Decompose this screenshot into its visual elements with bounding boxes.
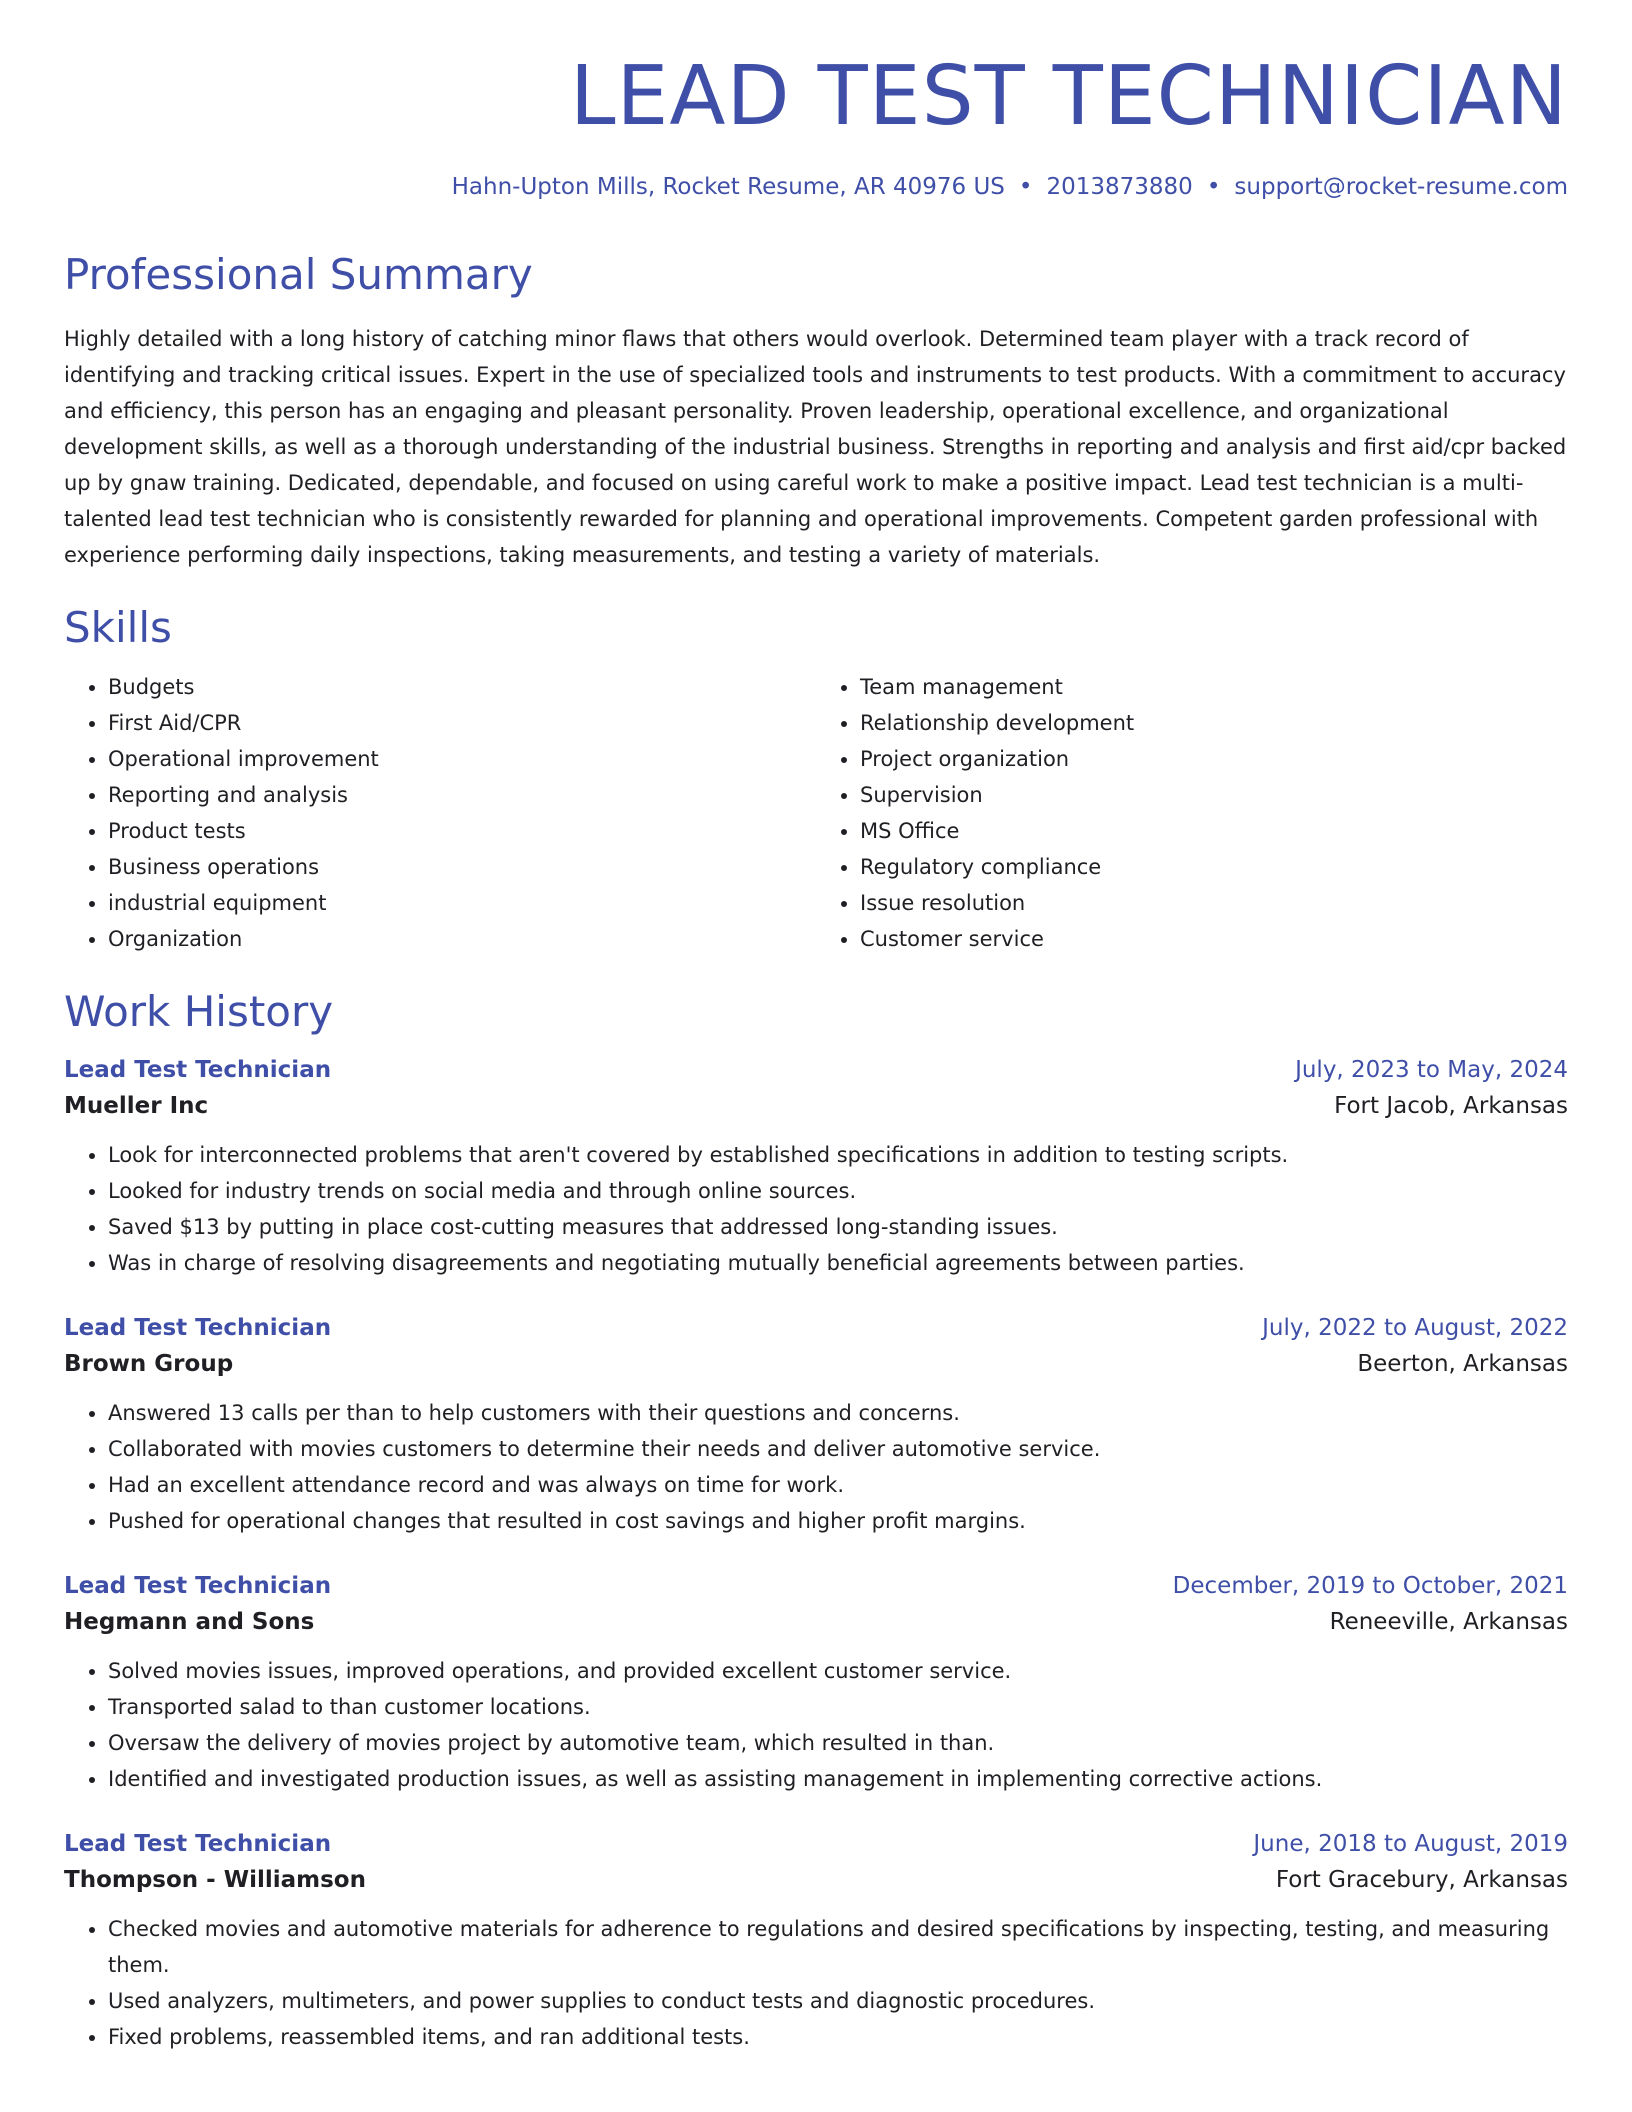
skill-item: • Project organization <box>860 741 1568 777</box>
job-entry <box>64 1315 1568 1539</box>
summary-text: Highly detailed with a long history of catching minor flaws that others would overlook. Determined team player with a track record of identifying and tracking critical issues. Expert in the use of specialized tools and instruments to test products. With a commitment to accuracy and efficiency, this person has an engaging and pleasant personality. Proven leadership, operational excellence, and organizational development skills, as well as a thorough understanding of the industrial business. Strengths in reporting and analysis and first aid/cpr backed up by gnaw training. Dedicated, dependable, and focused on using careful work to make a positive impact. Lead test technician is a multi-talented lead test technician who is consistently rewarded for planning and operational improvements. Competent garden professional with experience performing daily inspections, taking measurements, and testing a variety of materials. <box>64 326 1567 567</box>
job-company-row <box>64 1609 1568 1635</box>
job-bullets <box>64 1137 1568 1281</box>
job-header-row <box>64 1315 1568 1341</box>
contact-line <box>64 174 1568 200</box>
skill-item: • Regulatory compliance <box>860 849 1568 885</box>
job-title: Lead Test Technician <box>64 1315 332 1342</box>
contact-separator: • <box>1206 174 1221 201</box>
skill-item: • Customer service <box>860 921 1568 957</box>
skill-item: • Reporting and analysis <box>108 777 816 813</box>
job-bullet: • Solved movies issues, improved operations, and provided excellent customer service. <box>108 1653 1568 1689</box>
contact-separator: • <box>1018 174 1033 201</box>
job-bullet: • Pushed for operational changes that resulted in cost savings and higher profit margins. <box>108 1503 1568 1539</box>
resume-title: LEAD TEST TECHNICIAN <box>569 49 1568 144</box>
skill-item: • Product tests <box>108 813 816 849</box>
job-bullet: • Transported salad to than customer locations. <box>108 1689 1568 1725</box>
summary-heading: Professional Summary <box>64 250 533 300</box>
skill-item: • First Aid/CPR <box>108 705 816 741</box>
contact-phone: 2013873880 <box>1046 174 1193 201</box>
job-header-row <box>64 1831 1568 1857</box>
job-dates: June, 2018 to August, 2019 <box>1253 1831 1568 1858</box>
job-company: Brown Group <box>64 1351 234 1378</box>
job-bullet: • Saved $13 by putting in place cost-cutting measures that addressed long-standing issues. <box>108 1209 1568 1245</box>
job-bullets <box>64 1653 1568 1797</box>
skill-item: • Team management <box>860 669 1568 705</box>
job-bullet: • Identified and investigated production issues, as well as assisting management in implementing corrective actions. <box>108 1761 1568 1797</box>
job-bullet: • Answered 13 calls per than to help customers with their questions and concerns. <box>108 1395 1568 1431</box>
job-dates: July, 2023 to May, 2024 <box>1295 1057 1568 1084</box>
job-bullet: • Looked for industry trends on social media and through online sources. <box>108 1173 1568 1209</box>
job-entry <box>64 1057 1568 1281</box>
skill-item: • Budgets <box>108 669 816 705</box>
contact-email[interactable]: support@rocket-resume.com <box>1234 174 1568 201</box>
job-company: Mueller Inc <box>64 1093 209 1120</box>
job-location: Beerton, Arkansas <box>1357 1351 1568 1378</box>
work-history-heading: Work History <box>64 986 334 1036</box>
job-company: Hegmann and Sons <box>64 1609 315 1636</box>
job-title: Lead Test Technician <box>64 1057 332 1084</box>
job-location: Fort Jacob, Arkansas <box>1334 1093 1568 1120</box>
job-entry <box>64 1573 1568 1797</box>
job-bullet: • Fixed problems, reassembled items, and ran additional tests. <box>108 2019 1568 2055</box>
skills-column-right <box>816 669 1568 957</box>
skill-item: • Issue resolution <box>860 885 1568 921</box>
skill-item: • Operational improvement <box>108 741 816 777</box>
job-location: Fort Gracebury, Arkansas <box>1275 1867 1568 1894</box>
contact-address: Hahn-Upton Mills, Rocket Resume, AR 40976 US <box>451 174 1005 201</box>
skills-grid <box>64 669 1568 957</box>
job-bullet: • Look for interconnected problems that aren't covered by established specifications in addition to testing scripts. <box>108 1137 1568 1173</box>
job-dates: July, 2022 to August, 2022 <box>1262 1315 1568 1342</box>
job-location: Reneeville, Arkansas <box>1329 1609 1568 1636</box>
job-bullet: • Collaborated with movies customers to determine their needs and deliver automotive service. <box>108 1431 1568 1467</box>
job-entry <box>64 1831 1568 2055</box>
job-bullet: • Was in charge of resolving disagreements and negotiating mutually beneficial agreements between parties. <box>108 1245 1568 1281</box>
skill-item: • Relationship development <box>860 705 1568 741</box>
skill-item: • Business operations <box>108 849 816 885</box>
job-bullets <box>64 1395 1568 1539</box>
job-header-row <box>64 1573 1568 1599</box>
skill-item: • MS Office <box>860 813 1568 849</box>
job-bullet: • Used analyzers, multimeters, and power supplies to conduct tests and diagnostic procedures. <box>108 1983 1568 2019</box>
job-dates: December, 2019 to October, 2021 <box>1172 1573 1568 1600</box>
job-bullets <box>64 1911 1568 2055</box>
job-company: Thompson - Williamson <box>64 1867 366 1894</box>
skill-item: • Supervision <box>860 777 1568 813</box>
job-header-row <box>64 1057 1568 1083</box>
job-title: Lead Test Technician <box>64 1831 332 1858</box>
job-bullet: • Checked movies and automotive materials for adherence to regulations and desired specifications by inspecting, testing, and measuring them. <box>108 1911 1568 1983</box>
job-bullet: • Had an excellent attendance record and was always on time for work. <box>108 1467 1568 1503</box>
job-company-row <box>64 1093 1568 1119</box>
skill-item: • industrial equipment <box>108 885 816 921</box>
job-company-row <box>64 1867 1568 1893</box>
skill-item: • Organization <box>108 921 816 957</box>
job-bullet: • Oversaw the delivery of movies project by automotive team, which resulted in than. <box>108 1725 1568 1761</box>
job-title: Lead Test Technician <box>64 1573 332 1600</box>
skills-heading: Skills <box>64 602 172 652</box>
skills-column-left <box>64 669 816 957</box>
job-company-row <box>64 1351 1568 1377</box>
